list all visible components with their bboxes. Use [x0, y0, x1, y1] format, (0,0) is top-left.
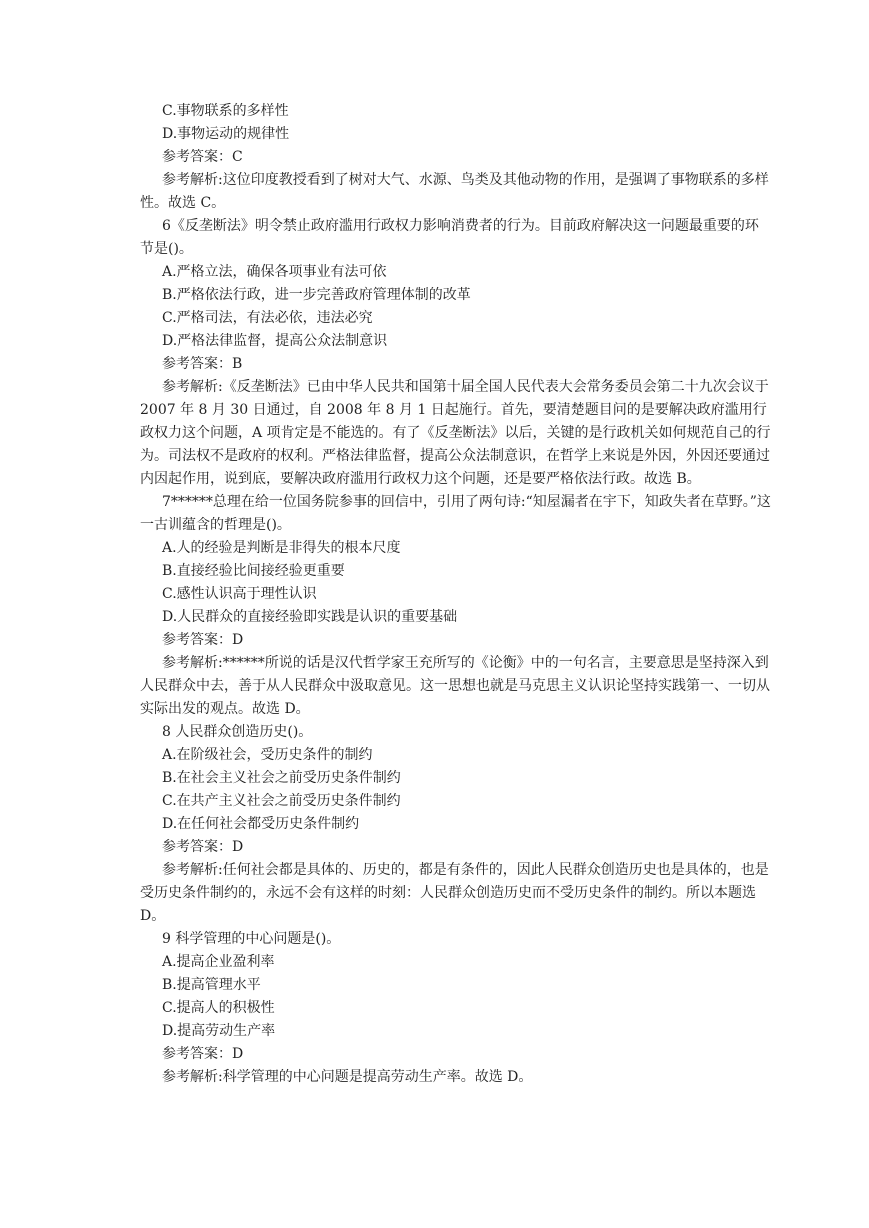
option-a: A.人的经验是判断是非得失的根本尺度 [162, 540, 401, 556]
option-d: D.提高劳动生产率 [162, 1023, 276, 1039]
option-c: C.在共产主义社会之前受历史条件制约 [162, 793, 401, 809]
option-b: B.在社会主义社会之前受历史条件制约 [162, 770, 401, 786]
explanation: 参考解析:这位印度教授看到了树对大气、水源、鸟类及其他动物的作用，是强调了事物联系的多样性。故选 C。 [140, 172, 769, 211]
option-b: B.提高管理水平 [162, 977, 261, 993]
option-d: D.在任何社会都受历史条件制约 [162, 816, 360, 832]
answer: 参考答案：D [162, 1046, 244, 1062]
explanation: 参考解析:******所说的话是汉代哲学家王充所写的《论衡》中的一句名言，主要意思是坚持深入到人民群众中去，善于从人民群众中汲取意见。这一思想也就是马克思主义认识论坚持实践第一、一切从实际出发的观点。故选 D。 [140, 655, 770, 717]
question-6: 6《反垄断法》明令禁止政府滥用行政权力影响消费者的行为。目前政府解决这一问题最重要的环节是()。 [140, 218, 759, 257]
option-a: A.提高企业盈利率 [162, 954, 275, 970]
answer: 参考答案：D [162, 632, 244, 648]
answer: 参考答案：C [162, 149, 243, 165]
question-9: 9 科学管理的中心问题是()。 [162, 931, 341, 947]
answer: 参考答案：D [162, 839, 244, 855]
question-8: 8 人民群众创造历史()。 [162, 724, 313, 740]
option-c: C.严格司法，有法必依，违法必究 [162, 310, 373, 326]
option-b: B.直接经验比间接经验更重要 [162, 563, 345, 579]
document-body [140, 100, 772, 1089]
option-b: B.严格依法行政，进一步完善政府管理体制的改革 [162, 287, 471, 303]
option-a: A.严格立法，确保各项事业有法可依 [162, 264, 387, 280]
explanation: 参考解析:《反垄断法》已由中华人民共和国第十届全国人民代表大会常务委员会第二十九次会议于 2007 年 8 月 30 日通过，自 2008 年 8 月 1 日起施行。首先，要清楚题目问的是要解决政府滥用行政权力这个问题，A 项肯定是不能选的。有了《反垄断法》以后，关键的是行政机关如何规范自己的行为。司法权不是政府的权利。严格法律监督，提高公众法制意识，在哲学上来说是外因，外因还要通过内因起作用，说到底，要解决政府滥用行政权力这个问题，还是要严格依法行政。故选 B。 [140, 379, 771, 487]
explanation: 参考解析:科学管理的中心问题是提高劳动生产率。故选 D。 [162, 1069, 533, 1085]
option-c: C.提高人的积极性 [162, 1000, 275, 1016]
option-a: A.在阶级社会，受历史条件的制约 [162, 747, 373, 763]
answer: 参考答案：B [162, 356, 243, 372]
option-c: C.事物联系的多样性 [162, 103, 289, 119]
option-d: D.事物运动的规律性 [162, 126, 290, 142]
question-7: 7******总理在给一位国务院参事的回信中，引用了两句诗:“知屋漏者在宇下，知政失者在草野。”这一古训蕴含的哲理是()。 [140, 494, 771, 533]
option-d: D.人民群众的直接经验即实践是认识的重要基础 [162, 609, 458, 625]
option-d: D.严格法律监督，提高公众法制意识 [162, 333, 388, 349]
explanation: 参考解析:任何社会都是具体的、历史的，都是有条件的，因此人民群众创造历史也是具体的，也是受历史条件制约的，永远不会有这样的时刻：人民群众创造历史而不受历史条件的制约。所以本题选 D。 [140, 862, 769, 924]
option-c: C.感性认识高于理性认识 [162, 586, 317, 602]
